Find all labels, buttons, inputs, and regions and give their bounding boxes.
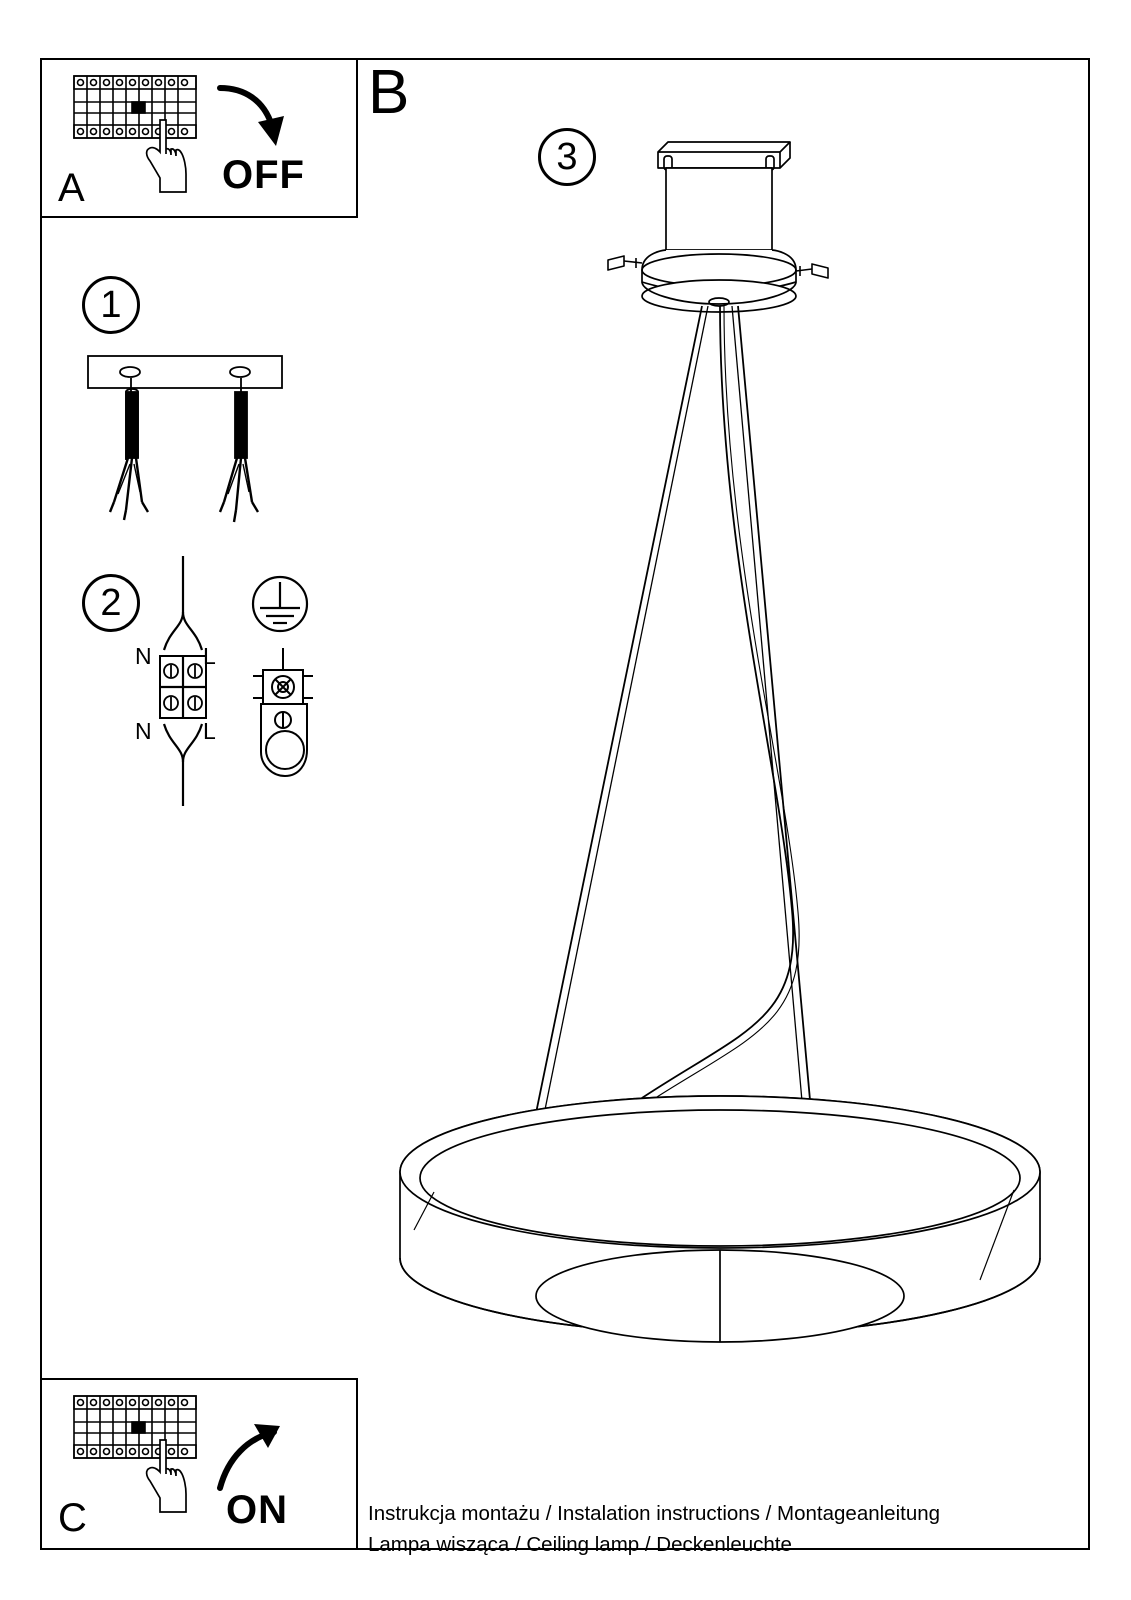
terminal-block-icon — [148, 556, 218, 808]
hand-pointing-icon — [138, 118, 198, 196]
panel-a-letter: A — [58, 166, 85, 210]
pendant-lamp-assembly-diagram — [380, 130, 1080, 1420]
ground-terminal-connector-icon — [243, 648, 323, 788]
panel-c-letter: C — [58, 1496, 87, 1540]
terminal-label-l-bottom: L — [203, 718, 216, 744]
curved-arrow-up-icon — [206, 1418, 286, 1494]
caption-line-2: Lampa wisząca / Ceiling lamp / Deckenleuchte — [368, 1533, 792, 1556]
earth-ground-symbol-icon — [240, 572, 320, 652]
mounting-plate-with-cables-diagram — [84, 352, 334, 542]
step-2-badge: 2 — [82, 574, 140, 632]
on-label: ON — [226, 1488, 288, 1532]
curved-arrow-down-icon — [214, 82, 292, 152]
terminal-label-l-top: L — [203, 643, 216, 669]
panel-b-letter: B — [368, 58, 410, 127]
off-label: OFF — [222, 153, 305, 197]
step-1-badge: 1 — [82, 276, 140, 334]
hand-pointing-icon — [138, 1438, 198, 1516]
terminal-label-n-top: N — [135, 643, 152, 669]
step-3-badge: 3 — [538, 128, 596, 186]
terminal-label-n-bottom: N — [135, 718, 152, 744]
caption-line-1: Instrukcja montażu / Instalation instructions / Montageanleitung — [368, 1502, 941, 1525]
